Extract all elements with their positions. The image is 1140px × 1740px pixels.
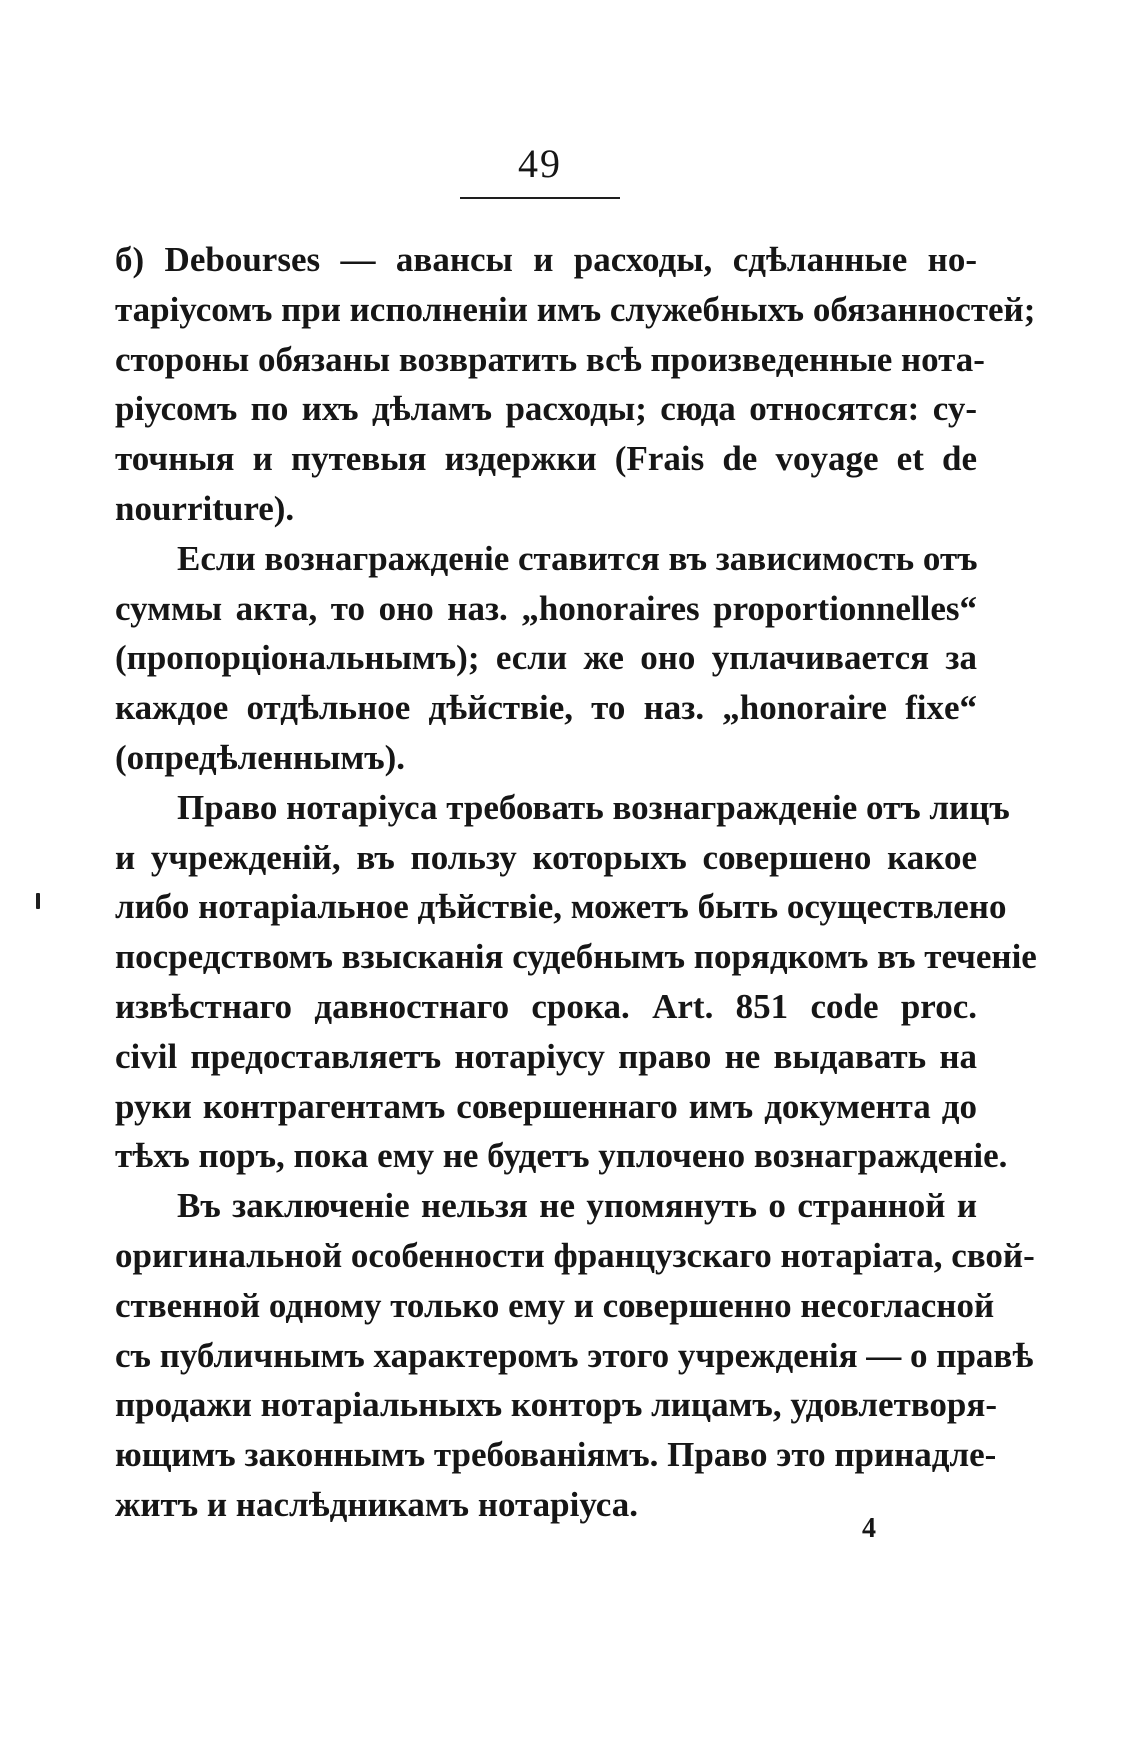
- text-line: посредствомъ взысканія судебнымъ порядкомъ въ теченіе: [115, 937, 1037, 977]
- text-line: ственной одному только ему и совершенно несогласной: [115, 1285, 995, 1325]
- text-line: Въ заключеніе нельзя не упомянуть о странной и: [177, 1186, 977, 1226]
- text-line: суммы акта, то оно наз. „honoraires proportionnelles“: [115, 588, 977, 628]
- text-line: житъ и наслѣдникамъ нотаріуса.: [115, 1484, 638, 1524]
- text-line: Право нотаріуса требовать вознагражденіе отъ лицъ: [177, 787, 1010, 827]
- text-line: съ публичнымъ характеромъ этого учрежденія — о правѣ: [115, 1335, 1034, 1375]
- text-line: ющимъ законнымъ требованіямъ. Право это принадле-: [115, 1435, 997, 1475]
- text-line: либо нотаріальное дѣйствіе, можетъ быть осуществлено: [115, 887, 1007, 927]
- text-line: руки контрагентамъ совершеннаго имъ документа до: [115, 1086, 977, 1126]
- text-line: каждое отдѣльное дѣйствіе, то наз. „honoraire fixe“: [115, 688, 977, 728]
- margin-mark: [36, 893, 40, 909]
- page-number: 49: [518, 141, 562, 186]
- text-line: б) Debourses — авансы и расходы, сдѣланные но-: [115, 240, 977, 279]
- paragraph-honoraires: [115, 534, 977, 783]
- text-line: ріусомъ по ихъ дѣламъ расходы; сюда относятся: су-: [115, 389, 977, 429]
- text-line: стороны обязаны возвратить всѣ произведенные нота-: [115, 339, 985, 379]
- text-line: оригинальной особенности французскаго нотаріата, свой-: [115, 1235, 1035, 1275]
- page-number-rule: [460, 197, 620, 199]
- text-line: Если вознагражденіе ставится въ зависимость отъ: [177, 538, 978, 578]
- text-line: тѣхъ поръ, пока ему не будетъ уплочено вознагражденіе.: [115, 1136, 1008, 1176]
- paragraph-conclusion: [115, 1181, 1035, 1530]
- text-line: (пропорціональнымъ); если же оно уплачивается за: [115, 638, 977, 678]
- signature-mark: 4: [862, 1513, 876, 1544]
- text-line: продажи нотаріальныхъ конторъ лицамъ, удовлетворя-: [115, 1385, 997, 1425]
- paragraph-notary-right: [115, 783, 1037, 1181]
- body-text: [115, 235, 1037, 1530]
- text-line: таріусомъ при исполненіи имъ служебныхъ обязанностей;: [115, 289, 1036, 329]
- text-line: (опредѣленнымъ).: [115, 737, 406, 777]
- text-line: извѣстнаго давностнаго срока. Art. 851 code proc.: [115, 986, 977, 1026]
- text-line: и учрежденій, въ пользу которыхъ совершено какое: [115, 837, 977, 877]
- text-line: nourriture).: [115, 488, 295, 528]
- text-line: civil предоставляетъ нотаріусу право не выдавать на: [115, 1036, 977, 1076]
- paragraph-debourses: [115, 235, 1036, 534]
- text-line: точныя и путевыя издержки (Frais de voyage et de: [115, 439, 977, 479]
